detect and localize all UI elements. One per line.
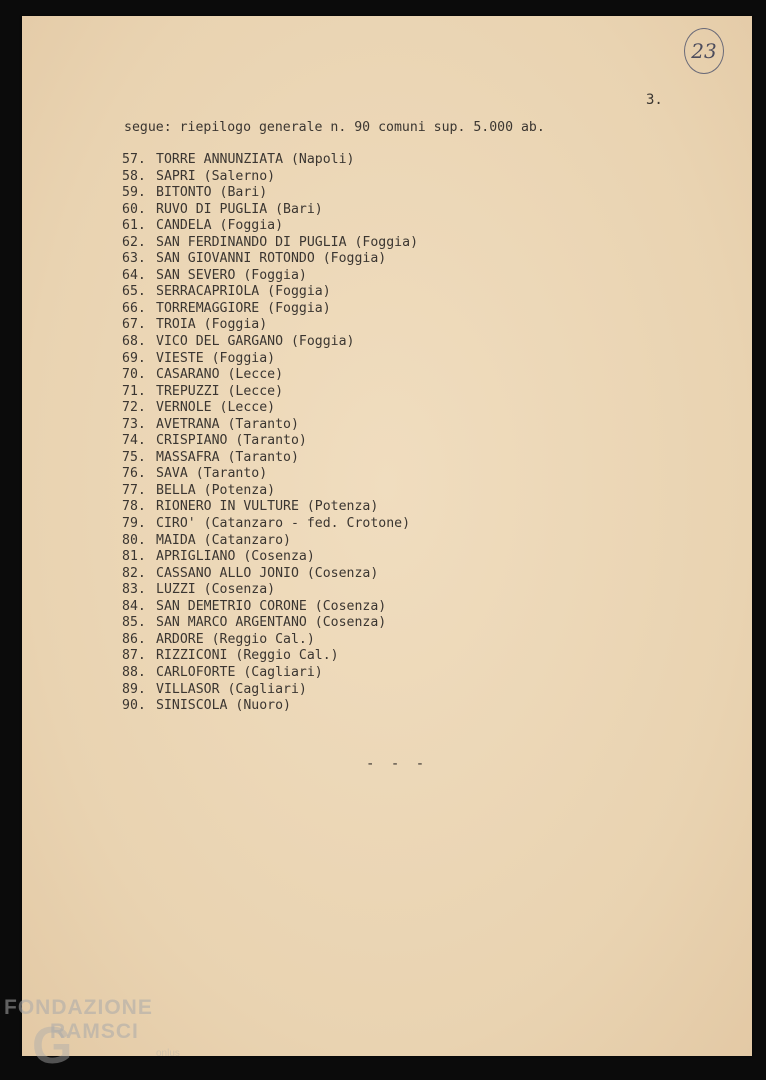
list-item-number: 71. bbox=[122, 383, 146, 399]
list-item-text: BELLA (Potenza) bbox=[156, 482, 276, 498]
list-item-number: 90. bbox=[122, 698, 146, 714]
document-page bbox=[22, 16, 752, 1056]
list-item-text: CARLOFORTE (Cagliari) bbox=[156, 664, 323, 680]
list-item bbox=[122, 698, 418, 715]
list-item-number: 76. bbox=[122, 466, 146, 482]
list-item-number: 84. bbox=[122, 598, 146, 614]
list-item bbox=[122, 185, 418, 202]
list-item bbox=[122, 152, 418, 169]
list-item-text: CASARANO (Lecce) bbox=[156, 367, 284, 383]
watermark-line1: FONDAZIONE bbox=[4, 996, 153, 1019]
list-item-text: VICO DEL GARGANO (Foggia) bbox=[156, 334, 355, 350]
list-item-number: 75. bbox=[122, 449, 146, 465]
list-item-text: SAPRI (Salerno) bbox=[156, 168, 276, 184]
list-item bbox=[122, 599, 418, 616]
list-item-number: 70. bbox=[122, 367, 146, 383]
list-item bbox=[122, 632, 418, 649]
list-item-text: VERNOLE (Lecce) bbox=[156, 400, 276, 416]
list-item-number: 67. bbox=[122, 317, 146, 333]
list-item-number: 86. bbox=[122, 631, 146, 647]
list-item-number: 63. bbox=[122, 251, 146, 267]
list-item-number: 57. bbox=[122, 152, 146, 167]
list-item-text: TORRE ANNUNZIATA (Napoli) bbox=[156, 152, 355, 167]
list-item bbox=[122, 682, 418, 699]
list-item-number: 78. bbox=[122, 499, 146, 515]
list-item-text: CRISPIANO (Taranto) bbox=[156, 433, 307, 449]
list-item bbox=[122, 417, 418, 434]
list-item bbox=[122, 400, 418, 417]
list-item-number: 89. bbox=[122, 681, 146, 697]
list-item-text: TROIA (Foggia) bbox=[156, 317, 268, 333]
list-item-text: TORREMAGGIORE (Foggia) bbox=[156, 300, 331, 316]
list-item bbox=[122, 433, 418, 450]
end-mark: - - - bbox=[366, 756, 429, 772]
list-item-number: 64. bbox=[122, 267, 146, 283]
list-item-text: MASSAFRA (Taranto) bbox=[156, 449, 299, 465]
list-item bbox=[122, 301, 418, 318]
list-item bbox=[122, 665, 418, 682]
list-item-text: RUVO DI PUGLIA (Bari) bbox=[156, 201, 323, 217]
list-item-number: 81. bbox=[122, 549, 146, 565]
list-item bbox=[122, 268, 418, 285]
list-item-text: BITONTO (Bari) bbox=[156, 185, 268, 201]
list-item bbox=[122, 483, 418, 500]
list-item-number: 69. bbox=[122, 350, 146, 366]
list-item-number: 88. bbox=[122, 664, 146, 680]
list-item-number: 68. bbox=[122, 334, 146, 350]
list-item-text: SAN MARCO ARGENTANO (Cosenza) bbox=[156, 615, 387, 631]
list-item-number: 66. bbox=[122, 300, 146, 316]
watermark-g-logo: G bbox=[32, 1017, 73, 1075]
list-item bbox=[122, 218, 418, 235]
page-number: 3. bbox=[646, 92, 663, 108]
fondazione-gramsci-watermark bbox=[4, 996, 194, 1076]
list-item bbox=[122, 351, 418, 368]
list-item-number: 65. bbox=[122, 284, 146, 300]
list-item bbox=[122, 251, 418, 268]
list-item bbox=[122, 235, 418, 252]
list-item-text: SERRACAPRIOLA (Foggia) bbox=[156, 284, 331, 300]
list-item bbox=[122, 202, 418, 219]
list-item-number: 80. bbox=[122, 532, 146, 548]
list-item bbox=[122, 648, 418, 665]
list-item-text: SAN SEVERO (Foggia) bbox=[156, 267, 307, 283]
list-item-number: 82. bbox=[122, 565, 146, 581]
list-item-text: SAN FERDINANDO DI PUGLIA (Foggia) bbox=[156, 234, 419, 250]
list-item-number: 60. bbox=[122, 201, 146, 217]
list-item-text: ARDORE (Reggio Cal.) bbox=[156, 631, 315, 647]
list-item bbox=[122, 499, 418, 516]
list-item-text: CANDELA (Foggia) bbox=[156, 218, 284, 234]
list-item bbox=[122, 582, 418, 599]
list-item-number: 72. bbox=[122, 400, 146, 416]
list-item-number: 61. bbox=[122, 218, 146, 234]
watermark-line2: RAMSCI bbox=[50, 1020, 139, 1043]
list-item-number: 77. bbox=[122, 482, 146, 498]
list-item-number: 79. bbox=[122, 516, 146, 532]
list-item-text: SINISCOLA (Nuoro) bbox=[156, 698, 291, 714]
list-item bbox=[122, 334, 418, 351]
list-item-text: SAN DEMETRIO CORONE (Cosenza) bbox=[156, 598, 387, 614]
list-item-number: 58. bbox=[122, 168, 146, 184]
list-item-text: LUZZI (Cosenza) bbox=[156, 582, 276, 598]
archive-number-stamp: 23 bbox=[684, 28, 724, 74]
list-item-text: TREPUZZI (Lecce) bbox=[156, 383, 284, 399]
list-item bbox=[122, 450, 418, 467]
list-item-number: 85. bbox=[122, 615, 146, 631]
list-item-number: 62. bbox=[122, 234, 146, 250]
document-heading: segue: riepilogo generale n. 90 comuni sup. 5.000 ab. bbox=[124, 120, 545, 135]
list-item-text: SAVA (Taranto) bbox=[156, 466, 268, 482]
list-item-text: CASSANO ALLO JONIO (Cosenza) bbox=[156, 565, 379, 581]
list-item-text: VILLASOR (Cagliari) bbox=[156, 681, 307, 697]
list-item bbox=[122, 615, 418, 632]
watermark-onlus: onlus bbox=[156, 1048, 180, 1059]
list-item-number: 74. bbox=[122, 433, 146, 449]
list-item bbox=[122, 384, 418, 401]
list-item-number: 73. bbox=[122, 416, 146, 432]
municipality-list bbox=[122, 152, 418, 715]
list-item-text: CIRO' (Catanzaro - fed. Crotone) bbox=[156, 516, 411, 532]
list-item-text: RIONERO IN VULTURE (Potenza) bbox=[156, 499, 379, 515]
list-item bbox=[122, 533, 418, 550]
list-item bbox=[122, 169, 418, 186]
list-item-number: 59. bbox=[122, 185, 146, 201]
list-item-text: RIZZICONI (Reggio Cal.) bbox=[156, 648, 339, 664]
list-item bbox=[122, 284, 418, 301]
list-item-text: AVETRANA (Taranto) bbox=[156, 416, 299, 432]
list-item bbox=[122, 367, 418, 384]
list-item bbox=[122, 466, 418, 483]
list-item bbox=[122, 516, 418, 533]
list-item bbox=[122, 549, 418, 566]
list-item-number: 87. bbox=[122, 648, 146, 664]
list-item-text: APRIGLIANO (Cosenza) bbox=[156, 549, 315, 565]
list-item-text: VIESTE (Foggia) bbox=[156, 350, 276, 366]
list-item-text: MAIDA (Catanzaro) bbox=[156, 532, 291, 548]
list-item-number: 83. bbox=[122, 582, 146, 598]
list-item bbox=[122, 317, 418, 334]
list-item-text: SAN GIOVANNI ROTONDO (Foggia) bbox=[156, 251, 387, 267]
list-item bbox=[122, 566, 418, 583]
